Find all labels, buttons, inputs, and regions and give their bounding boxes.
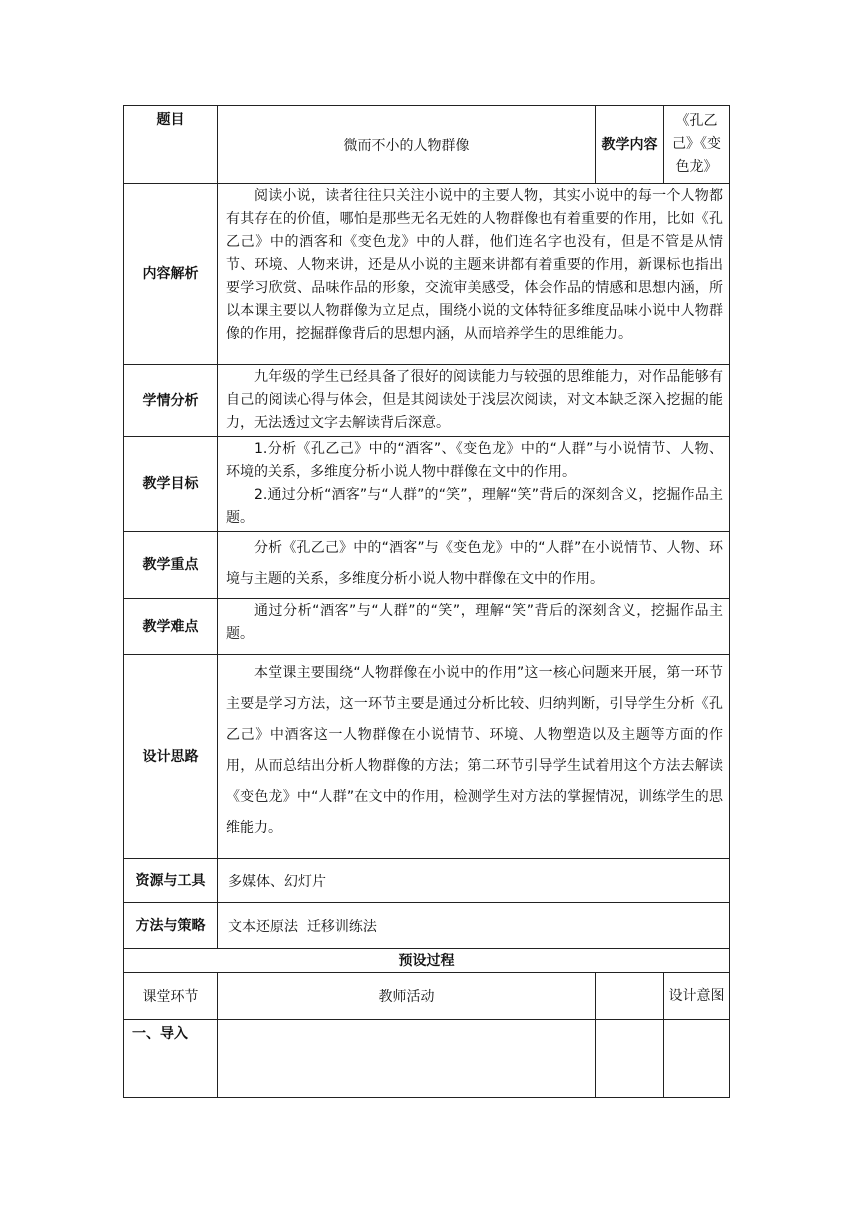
analysis-label: 内容解析 (124, 184, 218, 365)
analysis-row (124, 184, 730, 365)
keypoints-text: 分析《孔乙己》中的“酒客”与《变色龙》中的“人群”在小说情节、人物、环境与主题的关系，多维度分析小说人物中群像在文中的作用。 (226, 540, 723, 587)
design-label: 设计思路 (124, 655, 218, 859)
difficulties-label: 教学难点 (124, 599, 218, 655)
design-row (124, 655, 730, 859)
keypoints-row (124, 532, 730, 599)
intro-teacher-cell (218, 1020, 596, 1098)
design-text: 本堂课主要围绕“人物群像在小说中的作用”这一核心问题来开展，第一环节主要是学习方法，这一环节主要是通过分析比较、归纳判断，引导学生分析《孔乙己》中酒客这一人物群像在小说情节、环境、人物塑造以及主题等方面的作用，从而总结出分析人物群像的方法；第二环节引导学生试着用这个方法去解读《变色龙》中“人群”在文中的作用，检测学生对方法的掌握情况，训练学生的思维能力。 (226, 665, 723, 836)
title-label: 题目 (124, 106, 218, 184)
intro-intent-cell (664, 1020, 730, 1098)
intent-column-header: 设计意图 (664, 973, 730, 1020)
process-header-row (124, 973, 730, 1020)
process-heading-row (124, 949, 730, 973)
resources-label: 资源与工具 (124, 859, 218, 903)
lesson-plan-table (123, 105, 730, 1098)
keypoints-label: 教学重点 (124, 532, 218, 599)
teacher-column-header: 教师活动 (218, 973, 596, 1020)
intro-empty-cell (596, 1020, 664, 1098)
intro-stage: 一、导入 (124, 1020, 218, 1098)
empty-column-header (596, 973, 664, 1020)
methods-row (124, 903, 730, 949)
resources-row (124, 859, 730, 903)
goals-label: 教学目标 (124, 437, 218, 532)
lesson-title: 微而不小的人物群像 (218, 106, 596, 184)
goals-cell (218, 437, 730, 532)
goal-item-2: 2.通过分析“酒客”与“人群”的“笑”，理解“笑”背后的深刻含义，挖掘作品主题。 (226, 487, 723, 526)
resources-value: 多媒体、幻灯片 (218, 859, 730, 903)
goals-row (124, 437, 730, 532)
analysis-cell (218, 184, 730, 365)
difficulties-row (124, 599, 730, 655)
goal-item-1: 1.分析《孔乙己》中的“酒客”、《变色龙》中的“人群”与小说情节、人物、环境的关系，多维度分析小说人物中群像在文中的作用。 (226, 441, 723, 480)
learners-cell (218, 365, 730, 437)
difficulties-cell (218, 599, 730, 655)
title-row (124, 106, 730, 184)
content-label: 教学内容 (596, 106, 664, 184)
keypoints-cell (218, 532, 730, 599)
learners-label: 学情分析 (124, 365, 218, 437)
design-cell (218, 655, 730, 859)
methods-label: 方法与策略 (124, 903, 218, 949)
content-value: 《孔乙己》《变色龙》 (664, 106, 730, 184)
stage-column-header: 课堂环节 (124, 973, 218, 1020)
analysis-text: 阅读小说，读者往往只关注小说中的主要人物，其实小说中的每一个人物都有其存在的价值，哪怕是那些无名无姓的人物群像也有着重要的作用，比如《孔乙己》中的酒客和《变色龙》中的人群，他们连名字也没有，但是不管是从情节、环境、人物来讲，还是从小说的主题来讲都有着重要的作用，新课标也指出要学习欣赏、品味作品的形象，交流审美感受，体会作品的情感和思想内涵，所以本课主要以人物群像为立足点，围绕小说的文体特征多维度品味小说中人物群像的作用，挖掘群像背后的思想内涵，从而培养学生的思维能力。 (226, 188, 723, 342)
methods-value: 文本还原法 迁移训练法 (218, 903, 730, 949)
learners-text: 九年级的学生已经具备了很好的阅读能力与较强的思维能力，对作品能够有自己的阅读心得与体会，但是其阅读处于浅层次阅读，对文本缺乏深入挖掘的能力，无法透过文字去解读背后深意。 (226, 369, 723, 431)
process-row-intro (124, 1020, 730, 1098)
learners-row (124, 365, 730, 437)
difficulties-text: 通过分析“酒客”与“人群”的“笑”，理解“笑”背后的深刻含义，挖掘作品主题。 (226, 603, 723, 642)
process-heading: 预设过程 (124, 949, 730, 973)
